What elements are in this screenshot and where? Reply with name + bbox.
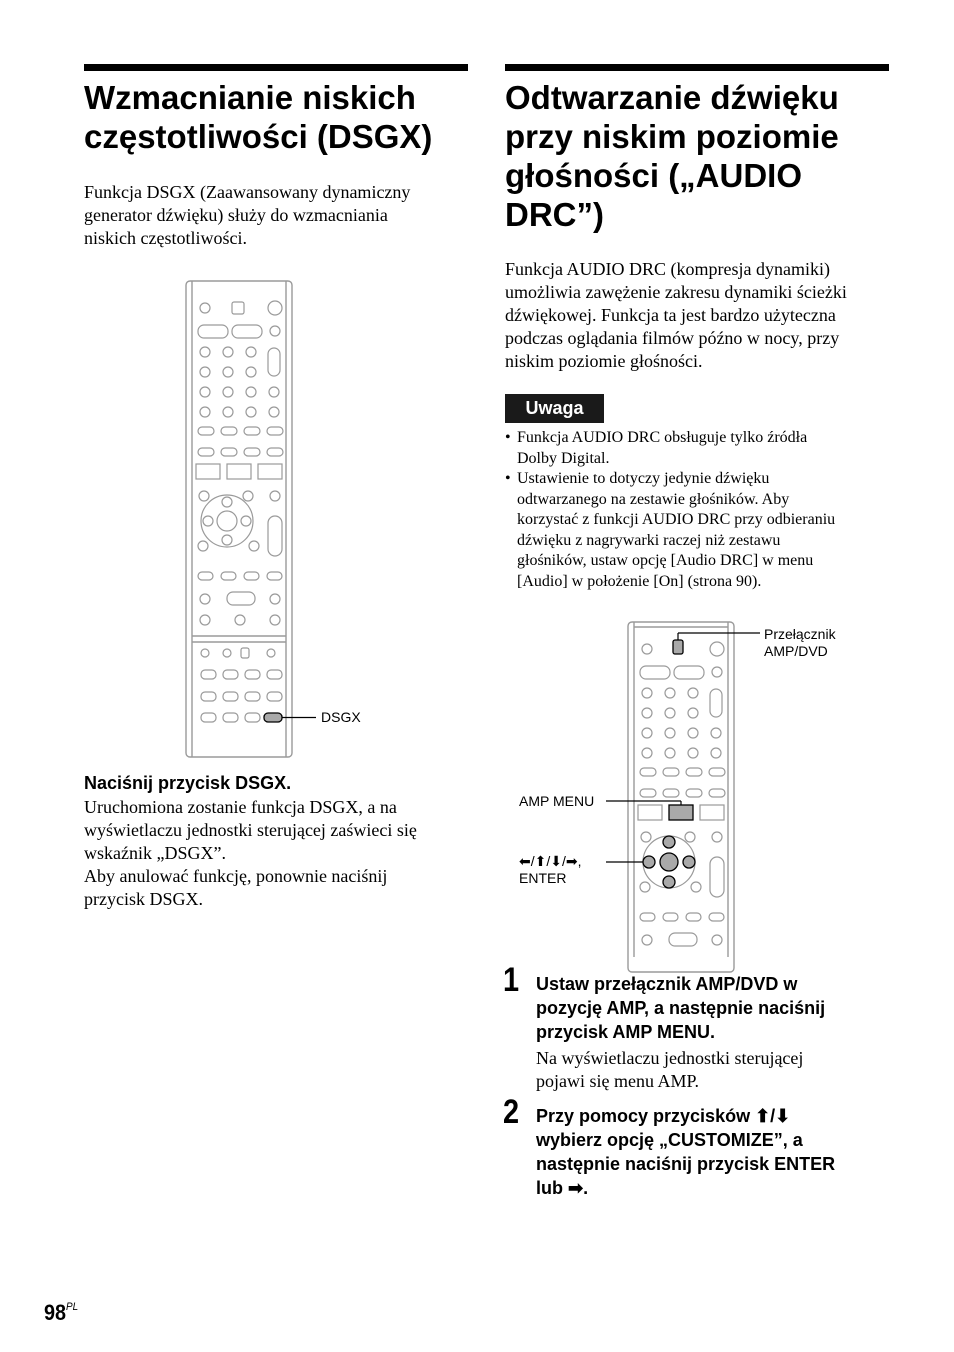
language-suffix: PL	[66, 1301, 79, 1313]
down-arrow-button	[663, 876, 675, 888]
left-title-rule	[84, 64, 468, 71]
note-line: odtwarzanego na zestawie głośników. Aby	[517, 490, 790, 508]
right-title-line: DRC”)	[505, 196, 604, 233]
callout-line: AMP/DVD	[764, 643, 828, 659]
page-number-value: 98	[44, 1300, 67, 1325]
note-line: korzystać z funkcji AUDIO DRC przy odbieraniu	[517, 511, 836, 528]
step-line: Przy pomocy przycisków ⬆/⬇	[536, 1106, 791, 1126]
number-pad	[642, 688, 722, 758]
press-line: Aby anulować funkcję, ponownie naciśnij	[84, 866, 388, 886]
arrows-enter-callout	[519, 853, 581, 887]
dsgx-button	[264, 713, 282, 722]
note-line: głośników, ustaw opcję [Audio DRC] w menu	[517, 552, 814, 569]
right-title-rule	[505, 64, 889, 71]
note-line: Dolby Digital.	[517, 449, 610, 467]
left-title-line: Wzmacnianie niskich	[84, 79, 416, 116]
amp-dvd-switch	[673, 640, 683, 654]
amp-dvd-switch-callout	[764, 626, 836, 660]
intro-line: podczas oglądania filmów późno w nocy, przy	[505, 328, 840, 348]
step-line: przycisk AMP MENU.	[536, 1022, 716, 1042]
press-dsgx-description	[84, 796, 479, 911]
left-arrow-button	[643, 856, 655, 868]
note-item	[505, 428, 890, 469]
callout-line: Przełącznik	[764, 626, 836, 642]
callout-line: ⬅/⬆/⬇/➡,	[519, 853, 582, 869]
amp-menu-button	[669, 805, 693, 820]
press-line: przycisk DSGX.	[84, 889, 203, 909]
remote-illustration-left	[186, 280, 296, 758]
step-2-instruction	[536, 1104, 901, 1200]
remote-illustration-right	[628, 621, 738, 957]
right-arrow-button	[683, 856, 695, 868]
press-dsgx-heading: Naciśnij przycisk DSGX.	[84, 773, 292, 793]
left-title-line: częstotliwości (DSGX)	[84, 118, 433, 155]
right-section-title	[505, 78, 895, 234]
step-line: lub ➡.	[536, 1178, 589, 1198]
callout-line: ENTER	[519, 870, 567, 886]
page-number	[44, 1300, 78, 1326]
note-list	[505, 428, 890, 592]
intro-line: umożliwia zawężenie zakresu dynamiki ścieżki	[505, 282, 847, 302]
step-1-description	[536, 1047, 896, 1093]
step-line: wybierz opcję „CUSTOMIZE”, a	[536, 1130, 803, 1150]
step-1-number: 1	[503, 961, 520, 999]
left-section-title	[84, 78, 474, 156]
right-title-line: Odtwarzanie dźwięku	[505, 79, 839, 116]
step-desc-line: Na wyświetlaczu jednostki sterującej	[536, 1048, 804, 1068]
press-line: wyświetlaczu jednostki sterującej zaświeci się	[84, 820, 417, 840]
dsgx-callout: DSGX	[321, 709, 361, 725]
amp-menu-callout: AMP MENU	[519, 793, 595, 809]
intro-line: niskim poziomie głośności.	[505, 351, 703, 371]
note-line: • Funkcja AUDIO DRC obsługuje tylko źródła	[517, 429, 808, 446]
intro-line: generator dźwięku) służy do wzmacniania	[84, 205, 388, 225]
intro-line: Funkcja AUDIO DRC (kompresja dynamiki)	[505, 259, 830, 279]
enter-button	[660, 853, 678, 871]
number-pad	[200, 347, 280, 417]
intro-line: dźwiękowej. Funkcja ta jest bardzo użyteczna	[505, 305, 836, 325]
intro-line: Funkcja DSGX (Zaawansowany dynamiczny	[84, 182, 411, 202]
left-intro-paragraph	[84, 181, 479, 250]
note-item	[505, 469, 890, 592]
up-arrow-button	[663, 836, 675, 848]
step-desc-line: pojawi się menu AMP.	[536, 1071, 700, 1091]
right-title-line: głośności („AUDIO	[505, 157, 803, 194]
press-line: wskaźnik „DSGX”.	[84, 843, 226, 863]
press-line: Uruchomiona zostanie funkcja DSGX, a na	[84, 797, 397, 817]
step-1-instruction	[536, 972, 896, 1044]
step-2-number: 2	[503, 1093, 520, 1131]
intro-line: niskich częstotliwości.	[84, 228, 247, 248]
note-line: • Ustawienie to dotyczy jedynie dźwięku	[517, 470, 770, 487]
right-title-line: przy niskim poziomie	[505, 118, 839, 155]
note-label: Uwaga	[505, 394, 604, 423]
step-line: Ustaw przełącznik AMP/DVD w	[536, 974, 798, 994]
step-line: następnie naciśnij przycisk ENTER	[536, 1154, 836, 1174]
step-line: pozycję AMP, a następnie naciśnij	[536, 998, 826, 1018]
note-line: dźwięku z nagrywarki raczej niż zestawu	[517, 531, 781, 549]
right-intro-paragraph	[505, 258, 900, 373]
note-line: [Audio] w położenie [On] (strona 90).	[517, 572, 762, 590]
